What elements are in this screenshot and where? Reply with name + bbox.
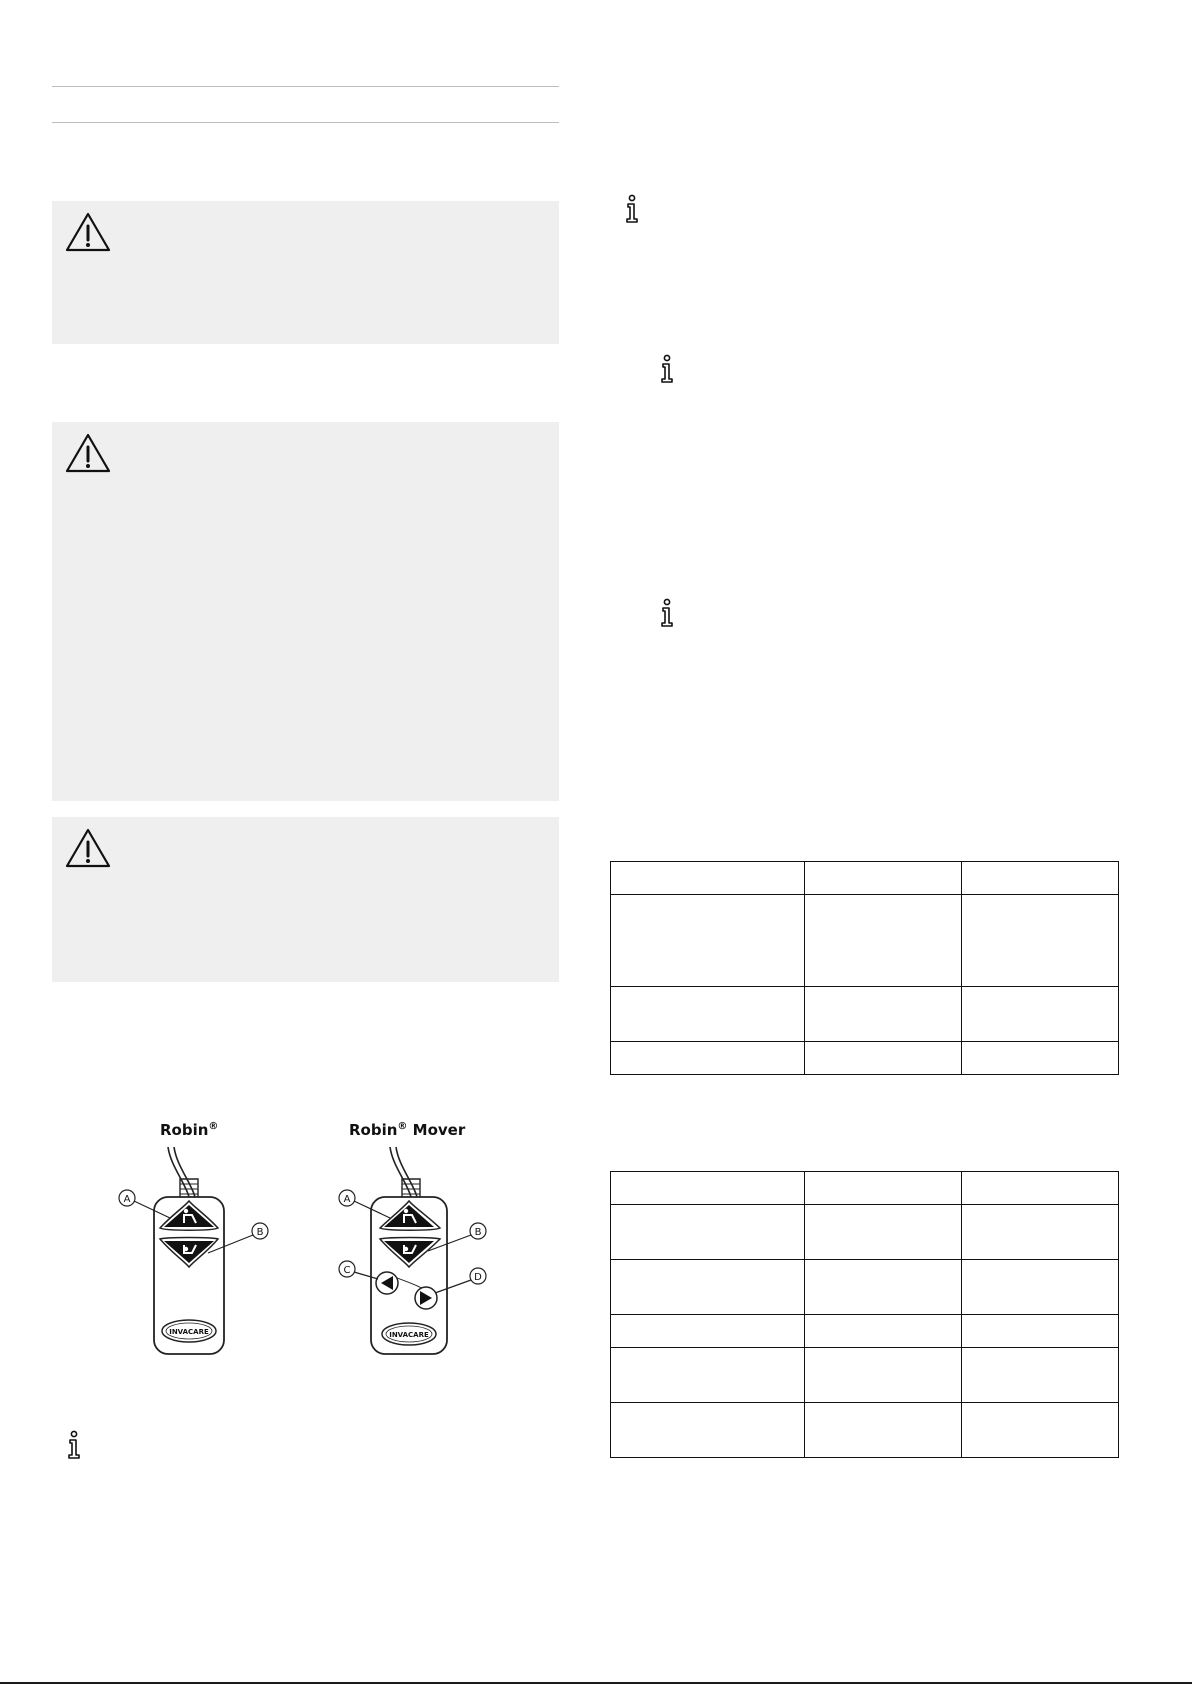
table-row (611, 895, 1119, 987)
registered-mark: ® (397, 1121, 408, 1132)
table-cell (805, 1315, 962, 1348)
warning-triangle-icon (64, 211, 112, 253)
table-cell (611, 1205, 805, 1260)
table-cell (962, 987, 1119, 1042)
table-row (611, 987, 1119, 1042)
table-cell (805, 862, 962, 895)
logo-text: INVACARE (169, 1328, 209, 1336)
svg-text:C: C (343, 1265, 351, 1276)
table-row (611, 1042, 1119, 1075)
table-cell (611, 1260, 805, 1315)
table-cell (962, 1315, 1119, 1348)
table-cell (611, 895, 805, 987)
info-icon (621, 194, 643, 224)
svg-text:D: D (474, 1272, 482, 1283)
table-cell (805, 1260, 962, 1315)
warning-box-2 (52, 422, 559, 801)
warning-triangle-icon (64, 827, 112, 869)
svg-text:A: A (123, 1194, 131, 1205)
table-cell (962, 895, 1119, 987)
table-cell (611, 862, 805, 895)
table-row (611, 1205, 1119, 1260)
svg-text:A: A (343, 1194, 351, 1205)
table-cell (805, 1042, 962, 1075)
svg-text:B: B (474, 1227, 482, 1238)
table-cell (611, 1315, 805, 1348)
info-icon (63, 1430, 85, 1460)
table-row (611, 1403, 1119, 1458)
figure-title-robin (160, 1121, 218, 1139)
table-cell (805, 987, 962, 1042)
registered-mark: ® (208, 1121, 219, 1132)
table-cell (611, 987, 805, 1042)
table-1 (610, 861, 1119, 1075)
top-rule-1 (52, 86, 559, 87)
table-row (611, 862, 1119, 895)
robin-mover-hand-control (334, 1145, 494, 1357)
page-bottom-rule (0, 1682, 1192, 1684)
table-row (611, 1260, 1119, 1315)
table-row (611, 1348, 1119, 1403)
table-cell (611, 1348, 805, 1403)
table-cell (805, 1205, 962, 1260)
warning-box-3 (52, 817, 559, 982)
table-cell (611, 1172, 805, 1205)
logo-text: INVACARE (389, 1331, 429, 1339)
table-cell (962, 1260, 1119, 1315)
info-icon (656, 598, 678, 628)
top-rule-2 (52, 122, 559, 123)
info-icon (656, 354, 678, 384)
table-cell (962, 1403, 1119, 1458)
table-cell (805, 1348, 962, 1403)
title-text: Robin (349, 1121, 398, 1139)
table-cell (805, 1403, 962, 1458)
table-2 (610, 1171, 1119, 1458)
table-cell (611, 1042, 805, 1075)
title-text: Robin (160, 1121, 209, 1139)
table-row (611, 1172, 1119, 1205)
table-cell (962, 862, 1119, 895)
robin-hand-control (112, 1145, 272, 1357)
table-cell (962, 1042, 1119, 1075)
table-cell (805, 1172, 962, 1205)
title-suffix: Mover (412, 1121, 466, 1139)
table-cell (805, 895, 962, 987)
table-row (611, 1315, 1119, 1348)
warning-box-1 (52, 201, 559, 344)
table-cell (611, 1403, 805, 1458)
figure-title-robin-mover (349, 1121, 465, 1139)
warning-triangle-icon (64, 432, 112, 474)
table-cell (962, 1172, 1119, 1205)
table-cell (962, 1348, 1119, 1403)
svg-text:B: B (256, 1227, 264, 1238)
table-cell (962, 1205, 1119, 1260)
